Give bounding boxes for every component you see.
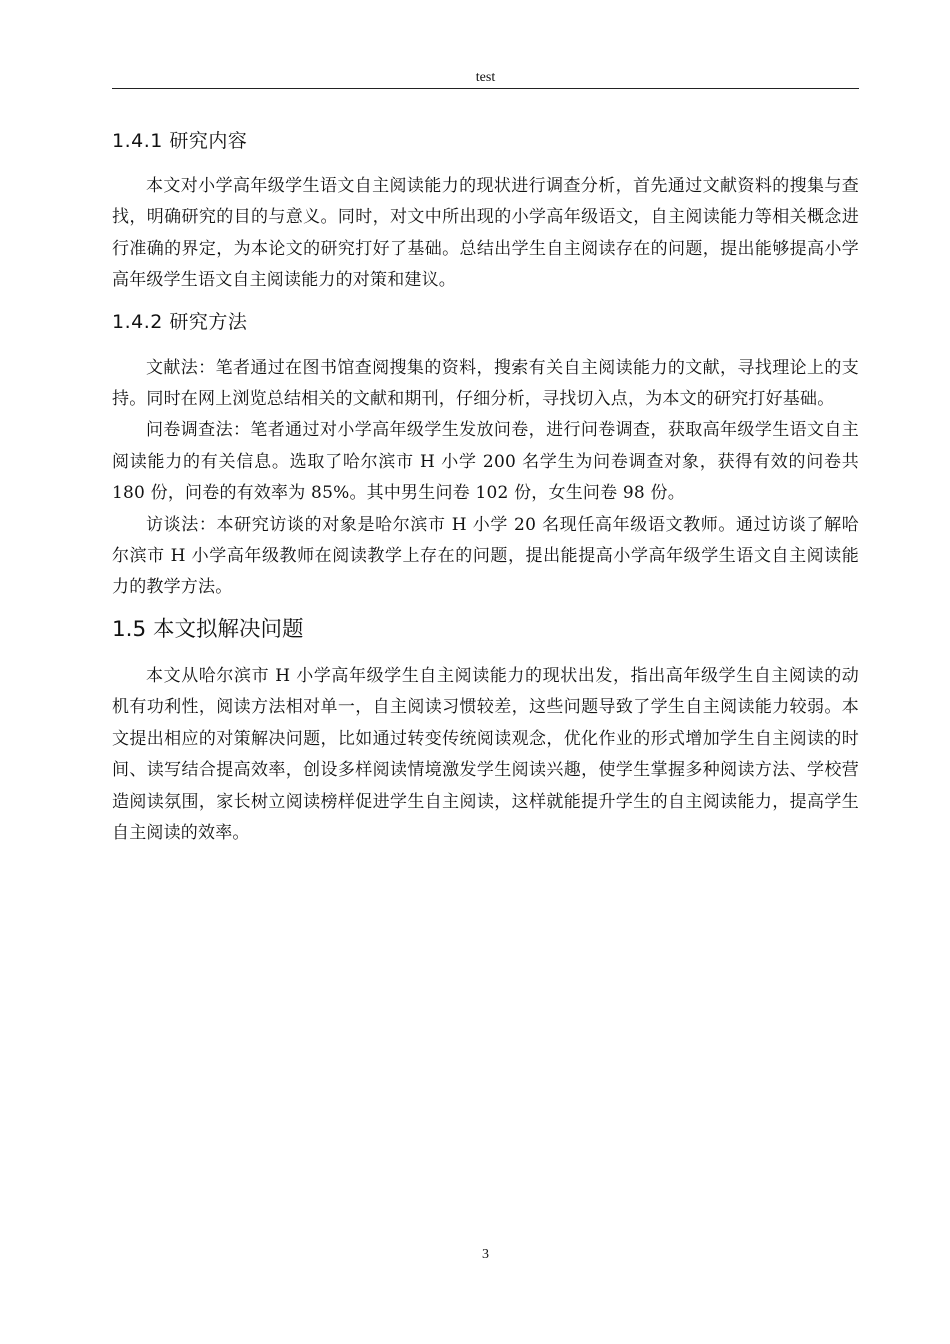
paragraph-research-content: 本文对小学高年级学生语文自主阅读能力的现状进行调查分析，首先通过文献资料的搜集与查找，明确研究的目的与意义。同时，对文中所出现的小学高年级语文，自主阅读能力等相关概念进行准确的界定，为本论文的研究打好了基础。总结出学生自主阅读存在的问题，提出能够提高小学高年级学生语文自主阅读能力的对策和建议。	[112, 176, 859, 291]
paragraph-interview-method: 访谈法：本研究访谈的对象是哈尔滨市 H 小学 20 名现任高年级语文教师。通过访谈了解哈尔滨市 H 小学高年级教师在阅读教学上存在的问题，提出能提高小学高年级学生语文自主阅读能力的教学方法。	[112, 514, 859, 598]
header-divider	[112, 88, 859, 89]
paragraph-problems-to-solve: 本文从哈尔滨市 H 小学高年级学生自主阅读能力的现状出发，指出高年级学生自主阅读的动机有功利性，阅读方法相对单一，自主阅读习惯较差，这些问题导致了学生自主阅读能力较弱。本文提出相应的对策解决问题，比如通过转变传统阅读观念，优化作业的形式增加学生自主阅读的时间、读写结合提高效率，创设多样阅读情境激发学生阅读兴趣，使学生掌握多种阅读方法、学校营造阅读氛围，家长树立阅读榜样促进学生自主阅读，这样就能提升学生的自主阅读能力，提高学生自主阅读的效率。	[112, 665, 859, 843]
section-heading-1-4-2: 1.4.2 研究方法	[112, 310, 248, 333]
paragraph-literature-method: 文献法：笔者通过在图书馆查阅搜集的资料，搜索有关自主阅读能力的文献，寻找理论上的支持。同时在网上浏览总结相关的文献和期刊，仔细分析，寻找切入点，为本文的研究打好基础。	[112, 357, 859, 410]
section-heading-1-4-1: 1.4.1 研究内容	[112, 130, 248, 152]
section-heading-1-5: 1.5 本文拟解决问题	[112, 616, 304, 642]
page-number: 3	[482, 1247, 489, 1262]
page-header: test	[475, 70, 496, 85]
paragraph-questionnaire-method: 问卷调查法：笔者通过对小学高年级学生发放问卷，进行问卷调查，获取高年级学生语文自主阅读能力的有关信息。选取了哈尔滨市 H 小学 200 名学生为问卷调查对象，获得有效的问卷共 180 份，问卷的有效率为 85%。其中男生问卷 102 份，女生问卷 98 份。	[112, 420, 859, 504]
document-body	[112, 123, 859, 849]
